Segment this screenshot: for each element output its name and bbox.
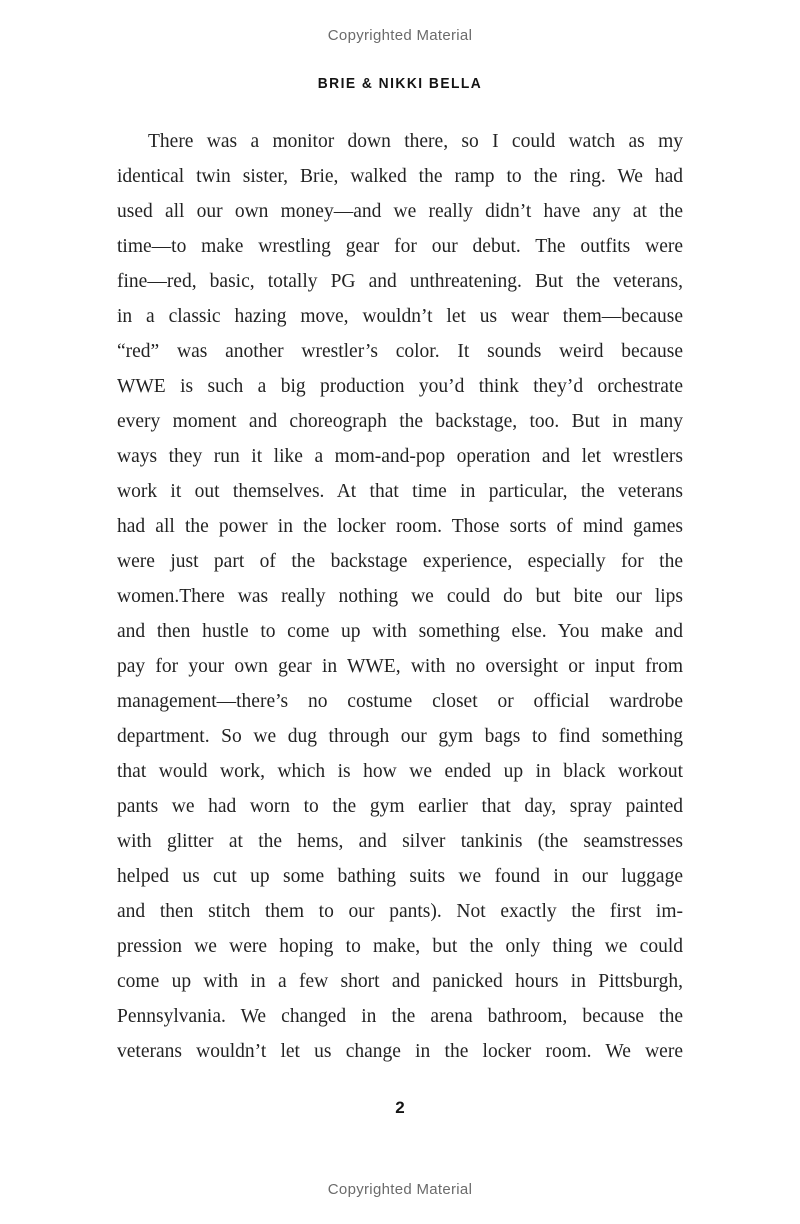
body-line: ways they run it like a mom-and-pop operation and let wrestlers [117, 446, 683, 467]
body-line: and then stitch them to our pants). Not exactly the first im- [117, 901, 683, 922]
body-line: pants we had worn to the gym earlier that day, spray painted [117, 796, 683, 817]
body-line: management—there’s no costume closet or official wardrobe [117, 691, 683, 712]
body-line: WWE is such a big production you’d think they’d orchestrate [117, 376, 683, 397]
copyright-watermark-top: Copyrighted Material [327, 27, 473, 44]
body-line: every moment and choreograph the backstage, too. But in many [117, 411, 683, 432]
body-line: “red” was another wrestler’s color. It sounds weird because [117, 341, 683, 362]
body-line: identical twin sister, Brie, walked the ramp to the ring. We had [117, 166, 683, 187]
body-line: with glitter at the hems, and silver tankinis (the seamstresses [117, 831, 683, 852]
body-text [117, 124, 683, 1069]
body-line: were just part of the backstage experience, especially for the [117, 551, 683, 572]
body-line: women.There was really nothing we could do but bite our lips [117, 586, 683, 607]
body-line: used all our own money—and we really didn’t have any at the [117, 201, 683, 222]
body-line: and then hustle to come up with something else. You make and [117, 621, 683, 642]
body-line: Pennsylvania. We changed in the arena bathroom, because the [117, 1006, 683, 1027]
body-line: had all the power in the locker room. Those sorts of mind games [117, 516, 683, 537]
page-number: 2 [395, 1098, 405, 1117]
body-line: time—to make wrestling gear for our debut. The outfits were [117, 236, 683, 257]
body-line: that would work, which is how we ended up in black workout [117, 761, 683, 782]
body-line: pay for your own gear in WWE, with no oversight or input from [117, 656, 683, 677]
copyright-watermark-bottom: Copyrighted Material [327, 1181, 473, 1198]
body-line: work it out themselves. At that time in particular, the veterans [117, 481, 683, 502]
running-header: BRIE & NIKKI BELLA [317, 75, 483, 92]
body-line: in a classic hazing move, wouldn’t let us wear them—because [117, 306, 683, 327]
body-line: There was a monitor down there, so I could watch as my [148, 131, 683, 152]
body-line: pression we were hoping to make, but the only thing we could [117, 936, 683, 957]
body-line: fine—red, basic, totally PG and unthreatening. But the veterans, [117, 271, 683, 292]
body-line: come up with in a few short and panicked hours in Pittsburgh, [117, 971, 683, 992]
body-line: veterans wouldn’t let us change in the locker room. We were [117, 1041, 683, 1062]
body-line: helped us cut up some bathing suits we found in our luggage [117, 866, 683, 887]
body-line: department. So we dug through our gym bags to find something [117, 726, 683, 747]
